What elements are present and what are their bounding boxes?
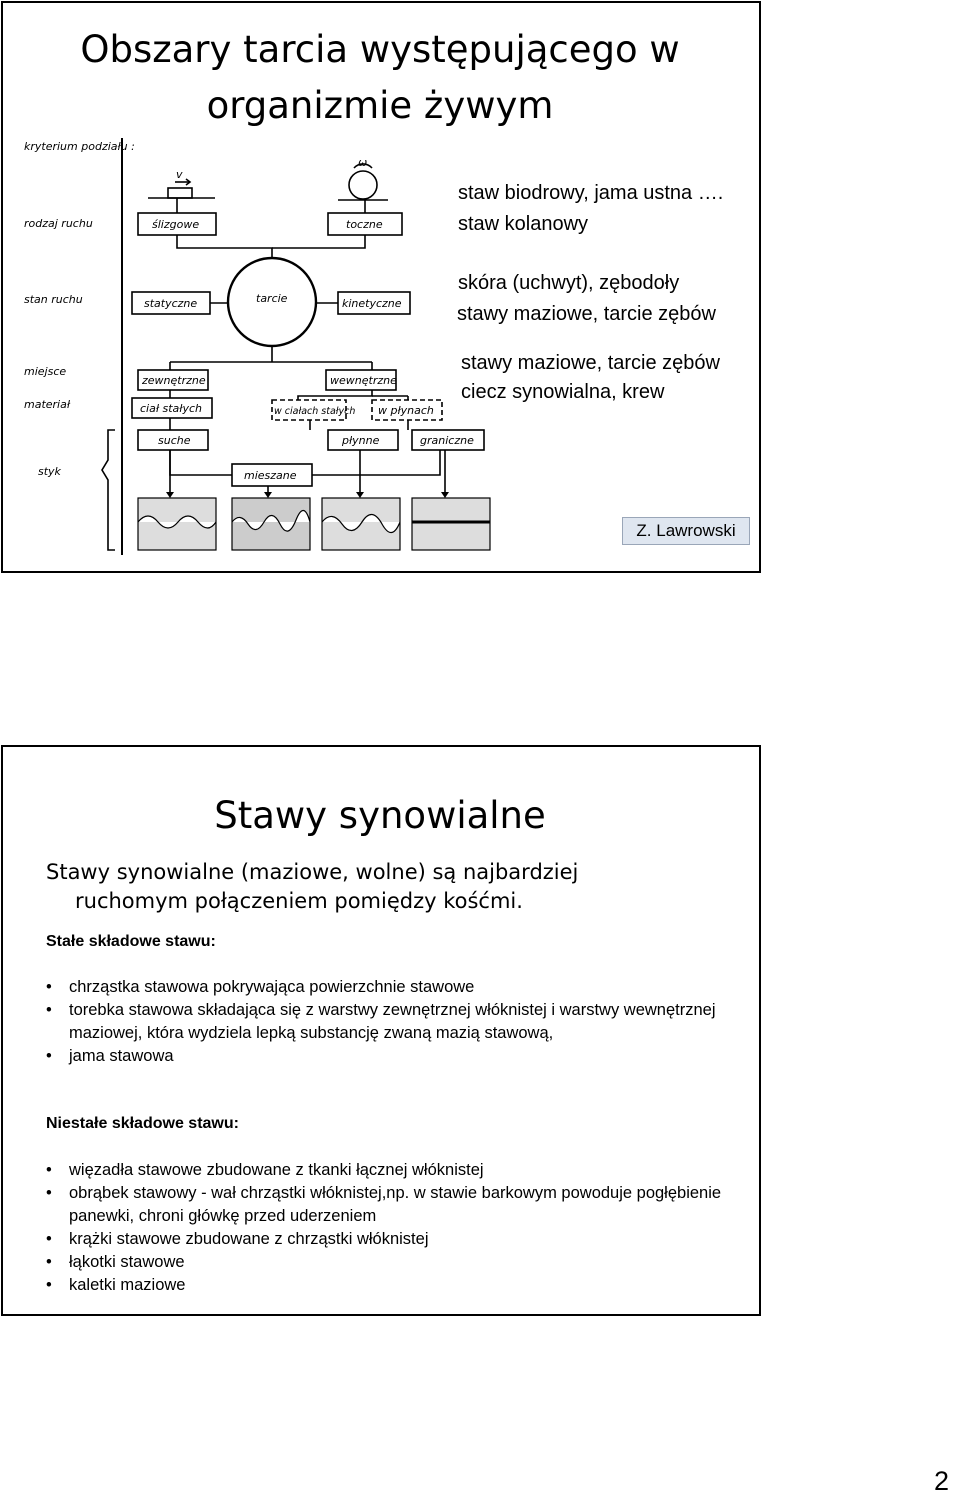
label-hip-joint: staw biodrowy, jama ustna …. xyxy=(458,182,724,204)
slide2-title: Stawy synowialne xyxy=(214,794,546,837)
list-item: • obrąbek stawowy - wał chrząstki włóknistej,np. w stawie barkowym powoduje pogłębienie panewki, chroni główkę przed uderzeniem xyxy=(46,1182,726,1228)
criterion-label: kryterium podziału : xyxy=(24,140,135,153)
intro-line1: Stawy synowialne (maziowe, wolne) są najbardziej xyxy=(46,860,579,884)
slide1-title xyxy=(0,22,760,134)
box-w-plynach: w płynach xyxy=(378,404,434,417)
box-suche: suche xyxy=(158,434,191,447)
permanent-components-list xyxy=(46,976,726,1068)
list-item: • chrząstka stawowa pokrywająca powierzchnie stawowe xyxy=(46,976,726,999)
box-kinetyczne: kinetyczne xyxy=(342,297,402,310)
box-plynne: płynne xyxy=(342,434,380,447)
omega-symbol: ω xyxy=(358,156,368,169)
box-zewnetrzne: zewnętrzne xyxy=(142,374,206,387)
intro-line2: ruchomym połączeniem pomiędzy kośćmi. xyxy=(75,889,523,913)
row-label-place: miejsce xyxy=(24,365,67,378)
velocity-symbol: v xyxy=(176,168,183,181)
label-synovial-fluid: ciecz synowialna, krew xyxy=(461,381,665,403)
variable-components-list xyxy=(46,1159,726,1297)
list-item: • łąkotki stawowe xyxy=(46,1251,726,1274)
box-tarcie: tarcie xyxy=(256,292,288,305)
box-graniczne: graniczne xyxy=(420,434,474,447)
list-item: • krążki stawowe zbudowane z chrząstki włóknistej xyxy=(46,1228,726,1251)
box-cial-stalych: ciał stałych xyxy=(140,402,202,415)
box-w-cialach-stalych: w ciałach stałych xyxy=(274,406,356,417)
label-skin: skóra (uchwyt), zębodoły xyxy=(458,272,680,294)
slide1-title-line1: Obszary tarcia występującego w xyxy=(80,28,680,71)
section-variable-components: Niestałe składowe stawu: xyxy=(46,1115,239,1132)
section-permanent-components: Stałe składowe stawu: xyxy=(46,933,216,950)
page-number: 2 xyxy=(934,1466,950,1496)
box-slizgowe: ślizgowe xyxy=(152,218,200,231)
label-synovial-1: stawy maziowe, tarcie zębów xyxy=(457,303,716,325)
friction-classification-diagram xyxy=(20,130,500,560)
list-item: • kaletki maziowe xyxy=(46,1274,726,1297)
list-item: • więzadła stawowe zbudowane z tkanki łącznej włóknistej xyxy=(46,1159,726,1182)
box-mieszane: mieszane xyxy=(244,469,297,482)
box-toczne: toczne xyxy=(346,218,383,231)
list-item: • jama stawowa xyxy=(46,1045,726,1068)
row-label-motion-type: rodzaj ruchu xyxy=(24,217,93,230)
list-item: • torebka stawowa składająca się z warstwy zewnętrznej włóknistej i warstwy wewnętrznej maziowej, która wydziela lepką substancję zwaną mazią stawową, xyxy=(46,999,726,1045)
row-label-material: materiał xyxy=(24,398,71,411)
slide2-intro xyxy=(46,858,726,916)
label-knee-joint: staw kolanowy xyxy=(458,213,589,235)
label-synovial-2: stawy maziowe, tarcie zębów xyxy=(461,352,720,374)
author-credit: Z. Lawrowski xyxy=(622,517,750,545)
slide1-title-line2: organizmie żywym xyxy=(206,84,554,127)
box-statyczne: statyczne xyxy=(144,297,198,310)
row-label-motion-state: stan ruchu xyxy=(24,293,83,306)
row-label-contact: styk xyxy=(38,465,61,478)
box-wewnetrzne: wewnętrzne xyxy=(330,374,397,387)
